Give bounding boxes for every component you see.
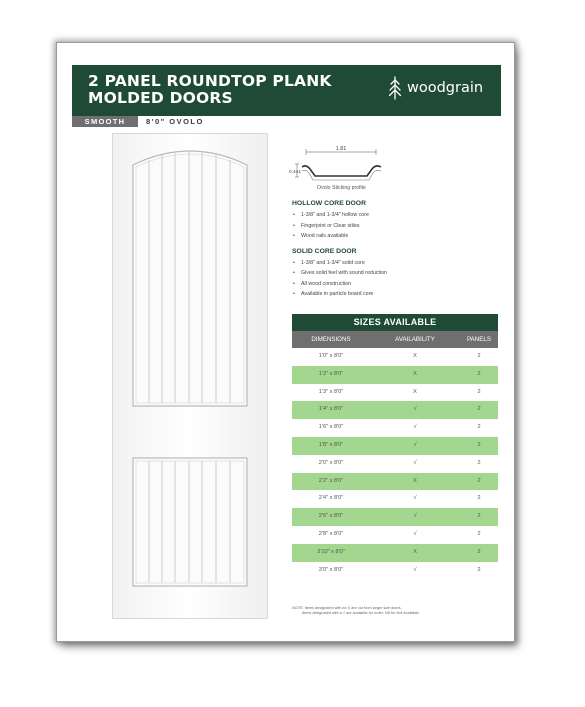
table-row <box>292 526 498 544</box>
header-panels: PANELS <box>467 336 491 343</box>
profile-label: 8'0" OVOLO <box>146 117 204 126</box>
cell-availability: √ <box>413 513 417 520</box>
cell-dimensions: 3'0" x 8'0" <box>318 566 344 573</box>
sub-header <box>72 116 501 127</box>
cell-availability: X <box>413 370 417 377</box>
sizes-table-header <box>292 331 498 348</box>
cell-panels: 2 <box>477 370 481 377</box>
cell-panels: 2 <box>477 477 481 484</box>
cell-dimensions: 2'4" x 8'0" <box>318 495 344 502</box>
cell-availability: X <box>413 548 417 555</box>
cell-dimensions: 1'2" x 8'0" <box>318 370 344 377</box>
table-row <box>292 473 498 491</box>
cell-panels: 2 <box>477 424 481 431</box>
cell-dimensions: 1'3" x 8'0" <box>318 388 344 395</box>
table-row <box>292 562 498 580</box>
cell-dimensions: 1'4" x 8'0" <box>318 406 344 413</box>
footnote <box>292 606 420 616</box>
cell-availability: √ <box>413 566 417 573</box>
cell-dimensions: 2'2" x 8'0" <box>318 477 344 484</box>
door-illustration <box>112 133 268 619</box>
ovolo-profile-drawing <box>288 142 393 184</box>
hollow-core-item: • 1-3/8" and 1-3/4" hollow core <box>292 210 502 221</box>
cell-dimensions: 1'6" x 8'0" <box>318 424 344 431</box>
door-specs <box>292 200 502 306</box>
cell-availability: √ <box>413 530 417 537</box>
cell-dimensions: 2'6" x 8'0" <box>318 513 344 520</box>
cell-availability: √ <box>413 441 417 448</box>
cell-panels: 2 <box>477 513 481 520</box>
table-row <box>292 455 498 473</box>
table-row <box>292 508 498 526</box>
solid-core-item: • All wood construction <box>292 279 502 290</box>
cell-dimensions: 1'8" x 8'0" <box>318 441 344 448</box>
cell-dimensions: 1'0" x 8'0" <box>318 353 344 359</box>
profile-width-label: 1.81 <box>335 146 347 152</box>
cell-panels: 2 <box>477 459 481 466</box>
tree-logo-icon <box>388 76 402 100</box>
table-row <box>292 348 498 366</box>
cell-availability: √ <box>413 424 417 431</box>
table-row <box>292 366 498 384</box>
cell-availability: √ <box>413 459 417 466</box>
cell-availability: √ <box>413 406 417 413</box>
solid-core-item: • 1-3/8" and 1-3/4" solid core <box>292 258 502 269</box>
hollow-core-item: • Wood rails available <box>292 231 502 242</box>
hollow-core-list <box>292 210 502 242</box>
brand-name: woodgrain <box>407 80 484 96</box>
solid-core-title: SOLID CORE DOOR <box>292 247 357 255</box>
header-dimensions: DIMENSIONS <box>311 336 351 343</box>
header-availability: AVAILABILITY <box>395 336 435 343</box>
profile-depth-label: 0.441 <box>289 170 302 175</box>
cell-panels: 2 <box>477 548 481 555</box>
cell-panels: 2 <box>477 388 481 395</box>
cell-dimensions: 2'0" x 8'0" <box>318 459 344 466</box>
sizes-table-title: SIZES AVAILABLE <box>292 314 498 331</box>
sizes-table <box>292 314 498 579</box>
solid-core-list <box>292 258 502 300</box>
solid-core-item: • Gives solid feel with sound reduction <box>292 268 502 279</box>
table-row <box>292 437 498 455</box>
solid-core-item: • Available in particle board core <box>292 289 502 300</box>
cell-availability: √ <box>413 495 417 502</box>
cell-panels: 2 <box>477 406 481 413</box>
hollow-core-title: HOLLOW CORE DOOR <box>292 200 367 207</box>
cell-panels: 2 <box>477 441 481 448</box>
profile-caption: Ovolo Sticking profile <box>317 185 366 191</box>
table-row <box>292 490 498 508</box>
cell-panels: 2 <box>477 566 481 573</box>
cell-panels: 2 <box>477 495 481 502</box>
cell-availability: X <box>413 477 417 484</box>
cell-availability: X <box>413 353 417 359</box>
cell-dimensions: 2'8" x 8'0" <box>318 530 344 537</box>
table-row <box>292 544 498 562</box>
cell-panels: 2 <box>477 530 481 537</box>
table-row <box>292 419 498 437</box>
woodgrain-logo <box>388 76 483 100</box>
footnote-line-2: Items designated with a √ are available for order. NA for Not Available. <box>302 611 420 615</box>
cell-dimensions: 2'10" x 8'0" <box>317 548 345 555</box>
title-line-2: MOLDED DOORS <box>88 89 233 107</box>
hollow-core-item: • Fingerjoint or Clear stiles <box>292 221 502 232</box>
title-line-1: 2 PANEL ROUNDTOP PLANK <box>88 72 332 90</box>
table-row <box>292 401 498 419</box>
footnote-line-1: NOTE: Items designated with an X are cut from larger size doors. <box>292 606 402 610</box>
cell-availability: X <box>413 388 417 395</box>
finish-label: SMOOTH <box>72 116 138 127</box>
table-row <box>292 384 498 402</box>
page-title <box>88 73 332 107</box>
cell-panels: 2 <box>477 353 481 359</box>
